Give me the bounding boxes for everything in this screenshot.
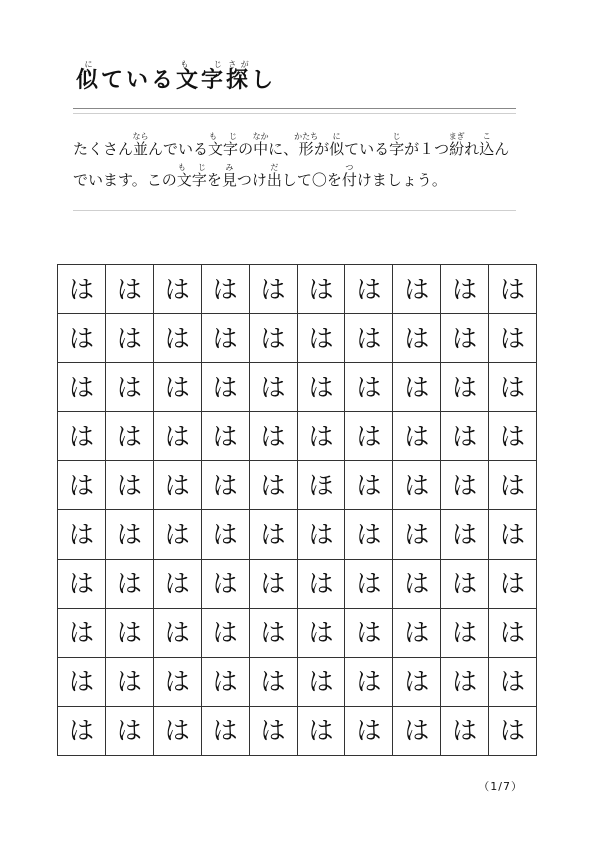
- title-furigana: も じ: [176, 60, 227, 69]
- grid-cell[interactable]: は: [393, 609, 441, 658]
- grid-cell[interactable]: は: [154, 560, 202, 609]
- instructions-furigana: なか: [252, 132, 269, 141]
- grid-cell[interactable]: は: [154, 265, 202, 314]
- instructions-furigana: まぎ: [448, 132, 465, 141]
- instructions-ruby-word: [132, 132, 149, 158]
- instructions-kanji: 文字: [208, 140, 239, 158]
- grid-cell[interactable]: は: [154, 707, 202, 756]
- instructions-kanji: 中: [252, 140, 269, 158]
- grid-cell[interactable]: は: [250, 609, 298, 658]
- grid-cell[interactable]: は: [298, 412, 346, 461]
- grid-cell[interactable]: は: [345, 314, 393, 363]
- grid-cell[interactable]: は: [489, 461, 537, 510]
- instructions-ruby-word: [294, 132, 319, 158]
- grid-cell[interactable]: は: [154, 510, 202, 559]
- worksheet-title: [76, 60, 276, 94]
- grid-cell[interactable]: は: [58, 461, 106, 510]
- grid-cell[interactable]: は: [489, 363, 537, 412]
- title-divider-top: [73, 108, 516, 109]
- instructions-kanji: 形: [294, 140, 319, 158]
- grid-cell[interactable]: は: [202, 314, 250, 363]
- instructions-text: が１つ: [404, 140, 450, 158]
- instructions-divider: [73, 210, 516, 211]
- instructions-kanji: 似: [329, 140, 345, 158]
- instructions-ruby-word: [176, 163, 207, 189]
- grid-cell[interactable]: は: [106, 658, 154, 707]
- grid-cell[interactable]: は: [154, 412, 202, 461]
- instructions-ruby-word: [266, 163, 282, 189]
- instructions-text: つけ: [236, 171, 267, 189]
- instructions-furigana: だ: [266, 163, 282, 172]
- title-kanji: 探: [226, 68, 252, 93]
- grid-cell[interactable]: は: [298, 658, 346, 707]
- grid-cell[interactable]: は: [345, 609, 393, 658]
- instructions-kanji: 字: [389, 140, 405, 158]
- instructions-text: が: [314, 140, 330, 158]
- title-ruby-word: [76, 60, 102, 93]
- grid-cell[interactable]: は: [58, 412, 106, 461]
- instructions-furigana: に: [329, 132, 345, 141]
- grid-cell[interactable]: は: [58, 707, 106, 756]
- title-furigana: さが: [226, 60, 252, 69]
- grid-cell[interactable]: は: [250, 510, 298, 559]
- grid-cell[interactable]: は: [441, 412, 489, 461]
- grid-cell[interactable]: は: [250, 412, 298, 461]
- grid-cell[interactable]: は: [345, 363, 393, 412]
- instructions-furigana: こ: [479, 132, 495, 141]
- grid-cell[interactable]: は: [154, 658, 202, 707]
- grid-cell[interactable]: は: [393, 658, 441, 707]
- grid-cell[interactable]: は: [106, 461, 154, 510]
- instructions-kanji: 並: [132, 140, 149, 158]
- grid-cell[interactable]: は: [393, 510, 441, 559]
- grid-cell[interactable]: は: [489, 510, 537, 559]
- page-number: （1/7）: [478, 780, 523, 793]
- grid-cell[interactable]: は: [345, 560, 393, 609]
- grid-cell[interactable]: は: [58, 560, 106, 609]
- instructions-furigana: も じ: [208, 132, 239, 141]
- grid-cell[interactable]: は: [345, 510, 393, 559]
- instructions-kanji: 見: [221, 171, 237, 189]
- instructions-text: たくさん: [73, 140, 134, 158]
- grid-cell[interactable]: は: [202, 658, 250, 707]
- grid-cell[interactable]: は: [298, 707, 346, 756]
- title-furigana: に: [76, 60, 101, 69]
- instructions-kanji: 付: [341, 171, 357, 189]
- title-text: し: [251, 68, 277, 93]
- instructions-kanji: 文字: [176, 171, 207, 189]
- grid-cell[interactable]: は: [441, 461, 489, 510]
- instructions-furigana: み: [221, 163, 237, 172]
- instructions-ruby-word: [208, 132, 239, 158]
- grid-cell[interactable]: は: [489, 707, 537, 756]
- grid-cell[interactable]: は: [106, 412, 154, 461]
- grid-cell[interactable]: は: [489, 658, 537, 707]
- instructions-furigana: じ: [389, 132, 405, 141]
- grid-cell[interactable]: は: [106, 560, 154, 609]
- grid-cell[interactable]: は: [298, 609, 346, 658]
- instructions-ruby-word: [221, 163, 237, 189]
- grid-cell[interactable]: は: [202, 461, 250, 510]
- grid-cell[interactable]: は: [393, 265, 441, 314]
- title-kanji: 文字: [176, 68, 227, 93]
- grid-cell[interactable]: は: [58, 510, 106, 559]
- title-ruby-word: [176, 60, 227, 93]
- instructions-furigana: も じ: [176, 163, 207, 172]
- grid-cell[interactable]: は: [393, 707, 441, 756]
- grid-cell[interactable]: は: [250, 363, 298, 412]
- grid-cell[interactable]: は: [154, 314, 202, 363]
- grid-cell[interactable]: は: [441, 510, 489, 559]
- grid-cell[interactable]: は: [250, 314, 298, 363]
- instructions-text: [73, 132, 523, 196]
- grid-cell[interactable]: は: [393, 461, 441, 510]
- grid-cell[interactable]: は: [393, 314, 441, 363]
- grid-cell[interactable]: は: [345, 265, 393, 314]
- instructions-ruby-word: [479, 132, 495, 158]
- instructions-ruby-word: [448, 132, 465, 158]
- grid-cell[interactable]: は: [58, 658, 106, 707]
- instructions-kanji: 紛: [448, 140, 465, 158]
- grid-cell[interactable]: は: [202, 609, 250, 658]
- grid-cell[interactable]: は: [393, 560, 441, 609]
- grid-cell[interactable]: は: [489, 314, 537, 363]
- grid-cell[interactable]: ほ: [298, 461, 346, 510]
- instructions-furigana: なら: [132, 132, 149, 141]
- instructions-text: を: [206, 171, 222, 189]
- grid-cell[interactable]: は: [106, 707, 154, 756]
- grid-cell[interactable]: は: [154, 609, 202, 658]
- grid-cell[interactable]: は: [202, 265, 250, 314]
- grid-cell[interactable]: は: [202, 510, 250, 559]
- grid-cell[interactable]: は: [106, 363, 154, 412]
- instructions-text: けましょう。: [356, 171, 447, 189]
- grid-cell[interactable]: は: [106, 609, 154, 658]
- grid-cell[interactable]: は: [345, 412, 393, 461]
- grid-cell[interactable]: は: [345, 658, 393, 707]
- grid-cell[interactable]: は: [441, 609, 489, 658]
- grid-cell[interactable]: は: [202, 363, 250, 412]
- instructions-ruby-word: [389, 132, 405, 158]
- grid-cell[interactable]: は: [298, 510, 346, 559]
- grid-cell[interactable]: は: [441, 658, 489, 707]
- instructions-text: して〇を: [281, 171, 342, 189]
- grid-cell[interactable]: は: [489, 609, 537, 658]
- instructions-furigana: かたち: [294, 132, 319, 141]
- grid-cell[interactable]: は: [441, 560, 489, 609]
- grid-cell[interactable]: は: [58, 363, 106, 412]
- instructions-kanji: 出: [266, 171, 282, 189]
- grid-cell[interactable]: は: [106, 265, 154, 314]
- instructions-text: ている: [344, 140, 390, 158]
- instructions-text: んでいる: [148, 140, 209, 158]
- grid-cell[interactable]: は: [345, 707, 393, 756]
- instructions-ruby-word: [252, 132, 269, 158]
- grid-cell[interactable]: は: [489, 560, 537, 609]
- grid-cell[interactable]: は: [393, 363, 441, 412]
- instructions-text: れ: [464, 140, 480, 158]
- instructions-ruby-word: [329, 132, 345, 158]
- grid-cell[interactable]: は: [298, 314, 346, 363]
- grid-cell[interactable]: は: [441, 707, 489, 756]
- grid-cell[interactable]: は: [106, 314, 154, 363]
- title-ruby-word: [226, 60, 252, 93]
- instructions-ruby-word: [341, 163, 357, 189]
- grid-cell[interactable]: は: [489, 412, 537, 461]
- grid-cell[interactable]: は: [441, 265, 489, 314]
- grid-cell[interactable]: は: [58, 314, 106, 363]
- grid-cell[interactable]: は: [250, 658, 298, 707]
- grid-cell[interactable]: は: [154, 363, 202, 412]
- grid-cell[interactable]: は: [393, 412, 441, 461]
- grid-cell[interactable]: は: [345, 461, 393, 510]
- grid-cell[interactable]: は: [441, 314, 489, 363]
- instructions-text: んでいます。この: [73, 140, 510, 189]
- instructions-furigana: つ: [341, 163, 357, 172]
- title-kanji: 似: [76, 68, 102, 93]
- instructions-text: に、: [268, 140, 299, 158]
- character-grid: [57, 264, 537, 756]
- instructions-text: の: [238, 140, 254, 158]
- grid-cell[interactable]: は: [202, 412, 250, 461]
- grid-cell[interactable]: は: [250, 560, 298, 609]
- grid-cell[interactable]: は: [298, 265, 346, 314]
- grid-cell[interactable]: は: [106, 510, 154, 559]
- grid-cell[interactable]: は: [250, 265, 298, 314]
- grid-cell[interactable]: は: [441, 363, 489, 412]
- grid-cell[interactable]: は: [250, 707, 298, 756]
- title-divider-bottom: [73, 113, 516, 114]
- grid-cell[interactable]: は: [58, 265, 106, 314]
- title-text: ている: [101, 68, 177, 93]
- grid-cell[interactable]: は: [58, 609, 106, 658]
- grid-cell[interactable]: は: [202, 707, 250, 756]
- grid-cell[interactable]: は: [154, 461, 202, 510]
- instructions-kanji: 込: [479, 140, 495, 158]
- grid-cell[interactable]: は: [202, 560, 250, 609]
- grid-cell[interactable]: は: [298, 363, 346, 412]
- grid-cell[interactable]: は: [298, 560, 346, 609]
- grid-cell[interactable]: は: [250, 461, 298, 510]
- grid-cell[interactable]: は: [489, 265, 537, 314]
